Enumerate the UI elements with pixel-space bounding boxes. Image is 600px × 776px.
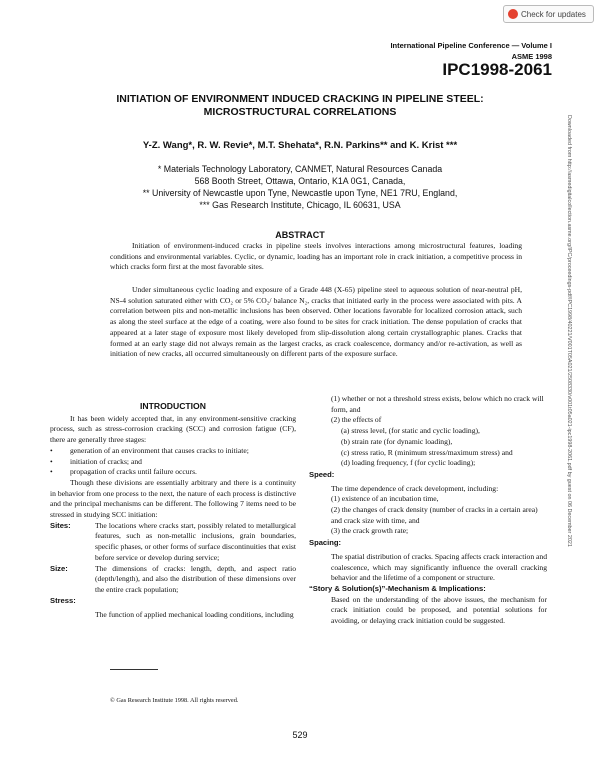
sites-item	[50, 521, 296, 564]
spacing-text: The spatial distribution of cracks. Spacing affects crack interaction and coalescence, which may significantly influence the overall cracking behavior and the lifetime of a component or structure.	[331, 551, 547, 583]
copyright-footnote: © Gas Research Institute 1998. All rights reserved.	[110, 697, 239, 704]
list-item: (b) strain rate (for dynamic loading),	[341, 436, 453, 446]
paper-id: IPC1998-2061	[442, 60, 552, 79]
list-item: • initiation of cracks; and	[50, 456, 142, 466]
title-line-2: MICROSTRUCTURAL CORRELATIONS	[203, 106, 397, 118]
list-item: (d) loading frequency, f (for cyclic loading);	[341, 458, 476, 468]
abstract-paragraph-2: Under simultaneous cyclic loading and exposure of a Grade 448 (X-65) pipeline steel to aqueous solution of near-neutral pH, NS-4 solution saturated either with CO₂ or 5% CO₂/ balance N₂, cracks that initiated early in the process were associated with pits. A correlation between pits and non-metallic inclusions has been observed. Other locations favorable for localized corrosion attack, such as along the steel surface at the edge of a coating, were also found to be sites for crack initiation. The dense population of cracks that appeared at a later stage of exposure most likely developed from slip-dissolution along certain crystallographic planes. Cracks that formed at an early stage did not always remain as the largest cracks, as crack coalescence, dormancy and/or re-activation, as well as initiation of new cracks, all occurred simultaneously on different parts of the exposure surface.	[110, 285, 522, 359]
list-item: (c) stress ratio, R (minimum stress/maximum stress) and	[341, 447, 513, 457]
stress-text-item	[50, 610, 296, 621]
affiliation-line: ** University of Newcastle upon Tyne, Newcastle upon Tyne, NE1 7RU, England,	[142, 188, 458, 198]
affiliations	[0, 163, 600, 211]
abstract-heading: ABSTRACT	[275, 230, 325, 240]
check-updates-label: Check for updates	[521, 9, 586, 19]
download-note: Downloaded from http://asmedigitalcollection.asme.org/IPC/proceedings-pdf/IPC1998/40221/V001T05A021/2508330/v001t05a021-ipc1998-2061.pdf by guest on 06 December 2021	[566, 115, 572, 547]
stress-label: Stress:	[50, 595, 76, 605]
list-item: (2) the effects of	[331, 415, 382, 425]
list-item: • generation of an environment that causes cracks to initiate;	[50, 445, 249, 455]
affiliation-line: * Materials Technology Laboratory, CANMET, Natural Resources Canada	[157, 164, 443, 174]
story-label: “Story & Solution(s)”-Mechanism & Implications:	[309, 583, 486, 593]
introduction-heading: INTRODUCTION	[140, 401, 206, 411]
stress-conditions	[309, 394, 547, 469]
sites-label: Sites:	[50, 520, 71, 530]
list-item: (a) stress level, (for static and cyclic loading),	[341, 426, 480, 436]
size-item	[50, 564, 296, 596]
speed-list	[309, 484, 547, 538]
story-text: Based on the understanding of the above issues, the mechanism for crack initiation could be proposed, and potential solutions for avoiding, or delaying crack initiation could be suggested.	[331, 594, 547, 626]
affiliation-line: *** Gas Research Institute, Chicago, IL 60631, USA	[199, 200, 401, 210]
footnote-divider	[110, 669, 158, 670]
right-column	[309, 394, 547, 627]
left-column	[50, 401, 296, 621]
spacing-label: Spacing:	[309, 538, 342, 548]
conference-name: International Pipeline Conference — Volume I	[390, 41, 552, 50]
speed-label: Speed:	[309, 469, 335, 479]
size-text: The dimensions of cracks: length, depth, and aspect ratio (depth/length), and also the distribution of these dimensions over the entire crack population;	[95, 563, 296, 594]
list-item: (2) the changes of crack density (number of cracks in a certain area) and crack size with time, and	[331, 505, 538, 525]
affiliation-line: 568 Booth Street, Ottawa, Ontario, K1A 0G1, Canada,	[194, 176, 406, 186]
page-number: 529	[292, 730, 308, 740]
paper-title	[0, 93, 600, 119]
intro-paragraph-2: Though these divisions are essentially arbitrary and there is a continuity in behavior from one process to the next, the nature of each process is distinctive and the principal mechanisms can be different. The following 7 items need to be stressed in studying SCC initiation:	[50, 477, 296, 520]
author-list: Y-Z. Wang*, R. W. Revie*, M.T. Shehata*, R.N. Parkins** and K. Krist ***	[142, 140, 458, 151]
stress-item	[50, 596, 296, 607]
size-label: Size:	[50, 563, 68, 573]
check-for-updates-button[interactable]	[503, 5, 594, 23]
title-line-1: INITIATION OF ENVIRONMENT INDUCED CRACKING IN PIPELINE STEEL:	[116, 93, 484, 105]
list-item: The time dependence of crack development, including:	[331, 483, 499, 493]
abstract-paragraph-1: Initiation of environment-induced cracks in pipeline steels involves interactions among microstructural features, loading conditions and environmental variables. Cyclic, or dynamic, loading has an important role in crack initiation, a competitive process in which cracks form first at the most favorable sites.	[110, 241, 522, 272]
list-item: • propagation of cracks until failure occurs.	[50, 467, 197, 477]
list-item: (1) existence of an incubation time,	[331, 494, 439, 504]
effects-list	[331, 426, 547, 469]
sites-text: The locations where cracks start, possibly related to metallurgical features, such as non-metallic inclusions, grain boundaries, specific phases, or other forms of surface discontinuities that exist before service or develop during service;	[95, 520, 296, 562]
stress-text: The function of applied mechanical loading conditions, including	[95, 610, 294, 620]
list-item: (3) the crack growth rate;	[331, 526, 409, 536]
check-updates-icon	[508, 9, 518, 19]
conference-org: ASME 1998	[511, 52, 552, 61]
intro-paragraph-1: It has been widely accepted that, in any environment-sensitive cracking process, such as stress-corrosion cracking (SCC) and corrosion fatigue (CF), there are generally three stages:	[50, 413, 296, 445]
list-item: (1) whether or not a threshold stress exists, below which no crack will form, and	[331, 394, 544, 414]
